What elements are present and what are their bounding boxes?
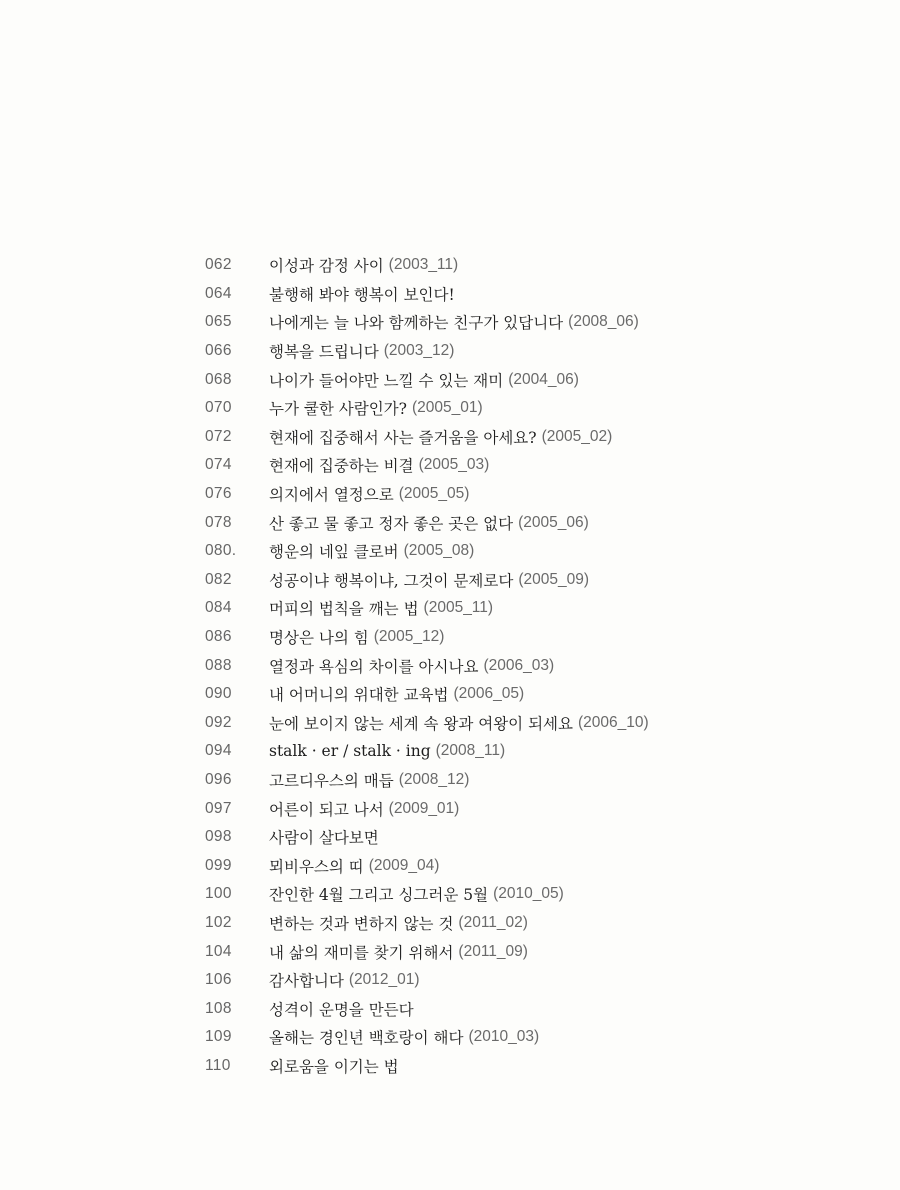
toc-entry xyxy=(205,709,855,738)
entry-date: (2005_08) xyxy=(403,542,475,560)
toc-entry xyxy=(205,766,855,795)
toc-entry xyxy=(205,251,855,280)
entry-title: 현재에 집중하는 비결 xyxy=(269,457,414,476)
entry-title: 의지에서 열정으로 xyxy=(269,486,394,505)
page-number: 088 xyxy=(205,656,232,674)
entry-date: (2006_10) xyxy=(578,713,649,731)
page-number: 092 xyxy=(205,713,232,731)
toc-entry xyxy=(205,594,855,623)
entry-date: (2006_03) xyxy=(483,656,555,674)
entry-date: (2011_02) xyxy=(458,913,528,931)
toc-entry xyxy=(205,451,855,480)
page-number: 068 xyxy=(205,370,232,388)
entry-title: 불행해 봐야 행복이 보인다! xyxy=(269,285,455,304)
page-number: 094 xyxy=(205,742,232,760)
page-number: 080. xyxy=(205,542,237,560)
toc-entry xyxy=(205,1023,855,1052)
page-number: 104 xyxy=(205,942,232,960)
toc-entry xyxy=(205,423,855,452)
toc-entry xyxy=(205,566,855,595)
page-number: 064 xyxy=(205,284,232,302)
page-number: 102 xyxy=(205,913,232,931)
toc-entry xyxy=(205,365,855,394)
entry-date: (2011_09) xyxy=(458,942,528,960)
entry-date: (2005_01) xyxy=(411,399,483,417)
entry-title: 내 삶의 재미를 찾기 위해서 xyxy=(269,943,454,962)
toc-entry xyxy=(205,337,855,366)
page-number: 109 xyxy=(205,1028,232,1046)
entry-date: (2005_05) xyxy=(398,485,470,503)
toc-entry xyxy=(205,308,855,337)
entry-date: (2005_12) xyxy=(373,628,445,646)
toc-entry xyxy=(205,623,855,652)
entry-title: 머피의 법칙을 깨는 법 xyxy=(269,600,419,619)
toc-entry xyxy=(205,394,855,423)
entry-title: 외로움을 이기는 법 xyxy=(269,1057,399,1076)
page-number: 106 xyxy=(205,971,232,989)
entry-date: (2008_11) xyxy=(435,742,506,760)
toc-entry xyxy=(205,909,855,938)
entry-title: 올해는 경인년 백호랑이 해다 xyxy=(269,1029,464,1048)
entry-date: (2009_01) xyxy=(388,799,460,817)
entry-title: 감사합니다 xyxy=(269,972,344,991)
page-number: 108 xyxy=(205,999,232,1017)
entry-date: (2005_06) xyxy=(518,513,589,531)
page-number: 070 xyxy=(205,399,232,417)
page-number: 097 xyxy=(205,799,232,817)
entry-title: 사람이 살다보면 xyxy=(269,829,379,848)
page-number: 062 xyxy=(205,256,232,274)
entry-title: 변하는 것과 변하지 않는 것 xyxy=(269,914,454,933)
entry-date: (2005_03) xyxy=(418,456,490,474)
entry-title: 현재에 집중해서 사는 즐거움을 아세요? xyxy=(269,428,537,447)
page-number: 074 xyxy=(205,456,232,474)
entry-date: (2004_06) xyxy=(508,370,579,388)
toc-entry xyxy=(205,823,855,852)
toc-entry xyxy=(205,966,855,995)
entry-title: 고르디우스의 매듭 xyxy=(269,771,394,790)
entry-date: (2008_06) xyxy=(568,313,639,331)
entry-title: 행복을 드립니다 xyxy=(269,343,379,362)
entry-title: 내 어머니의 위대한 교육법 xyxy=(269,686,449,705)
entry-title: 누가 쿨한 사람인가? xyxy=(269,400,407,419)
entry-title: 이성과 감정 사이 xyxy=(269,257,384,276)
entry-title: 명상은 나의 힘 xyxy=(269,629,369,648)
toc-entry xyxy=(205,880,855,909)
table-of-contents xyxy=(205,251,855,1080)
page-number: 100 xyxy=(205,885,232,903)
page-number: 066 xyxy=(205,342,232,360)
toc-entry xyxy=(205,480,855,509)
toc-entry xyxy=(205,651,855,680)
entry-date: (2003_11) xyxy=(388,256,459,274)
entry-title: 행운의 네잎 클로버 xyxy=(269,543,399,562)
toc-entry xyxy=(205,508,855,537)
entry-title: 눈에 보이지 않는 세계 속 왕과 여왕이 되세요 xyxy=(269,714,574,733)
entry-title: 열정과 욕심의 차이를 아시나요 xyxy=(269,657,479,676)
page-number: 090 xyxy=(205,685,232,703)
page-number: 110 xyxy=(205,1056,231,1074)
toc-entry xyxy=(205,794,855,823)
entry-date: (2010_05) xyxy=(493,885,564,903)
page-number: 076 xyxy=(205,485,232,503)
toc-entry xyxy=(205,1052,855,1081)
entry-title: 성공이냐 행복이냐, 그것이 문제로다 xyxy=(269,571,514,590)
toc-entry xyxy=(205,537,855,566)
entry-date: (2008_12) xyxy=(398,770,470,788)
toc-entry xyxy=(205,937,855,966)
entry-date: (2005_11) xyxy=(423,599,494,617)
page-number: 082 xyxy=(205,570,232,588)
entry-date: (2009_04) xyxy=(368,856,440,874)
entry-date: (2003_12) xyxy=(383,342,455,360)
page-number: 072 xyxy=(205,427,232,445)
toc-entry xyxy=(205,280,855,309)
entry-title: 산 좋고 물 좋고 정자 좋은 곳은 없다 xyxy=(269,514,514,533)
entry-title: 어른이 되고 나서 xyxy=(269,800,384,819)
page-number: 086 xyxy=(205,628,232,646)
entry-title: 나에게는 늘 나와 함께하는 친구가 있답니다 xyxy=(269,314,564,333)
page-number: 065 xyxy=(205,313,232,331)
entry-title: 뫼비우스의 띠 xyxy=(269,857,364,876)
entry-title: 나이가 들어야만 느낄 수 있는 재미 xyxy=(269,371,504,390)
entry-date: (2010_03) xyxy=(468,1028,540,1046)
entry-title: 성격이 운명을 만든다 xyxy=(269,1000,414,1019)
toc-entry xyxy=(205,851,855,880)
page-number: 078 xyxy=(205,513,232,531)
toc-entry xyxy=(205,680,855,709)
entry-title: 잔인한 4월 그리고 싱그러운 5월 xyxy=(269,886,489,905)
page-number: 099 xyxy=(205,856,232,874)
page-number: 084 xyxy=(205,599,232,617)
toc-entry xyxy=(205,994,855,1023)
entry-date: (2005_09) xyxy=(518,570,589,588)
page-number: 098 xyxy=(205,828,232,846)
entry-date: (2012_01) xyxy=(348,971,420,989)
entry-date: (2006_05) xyxy=(453,685,525,703)
page-number: 096 xyxy=(205,770,232,788)
entry-date: (2005_02) xyxy=(541,427,613,445)
entry-title: stalk · er / stalk · ing xyxy=(269,742,431,761)
toc-entry xyxy=(205,737,855,766)
